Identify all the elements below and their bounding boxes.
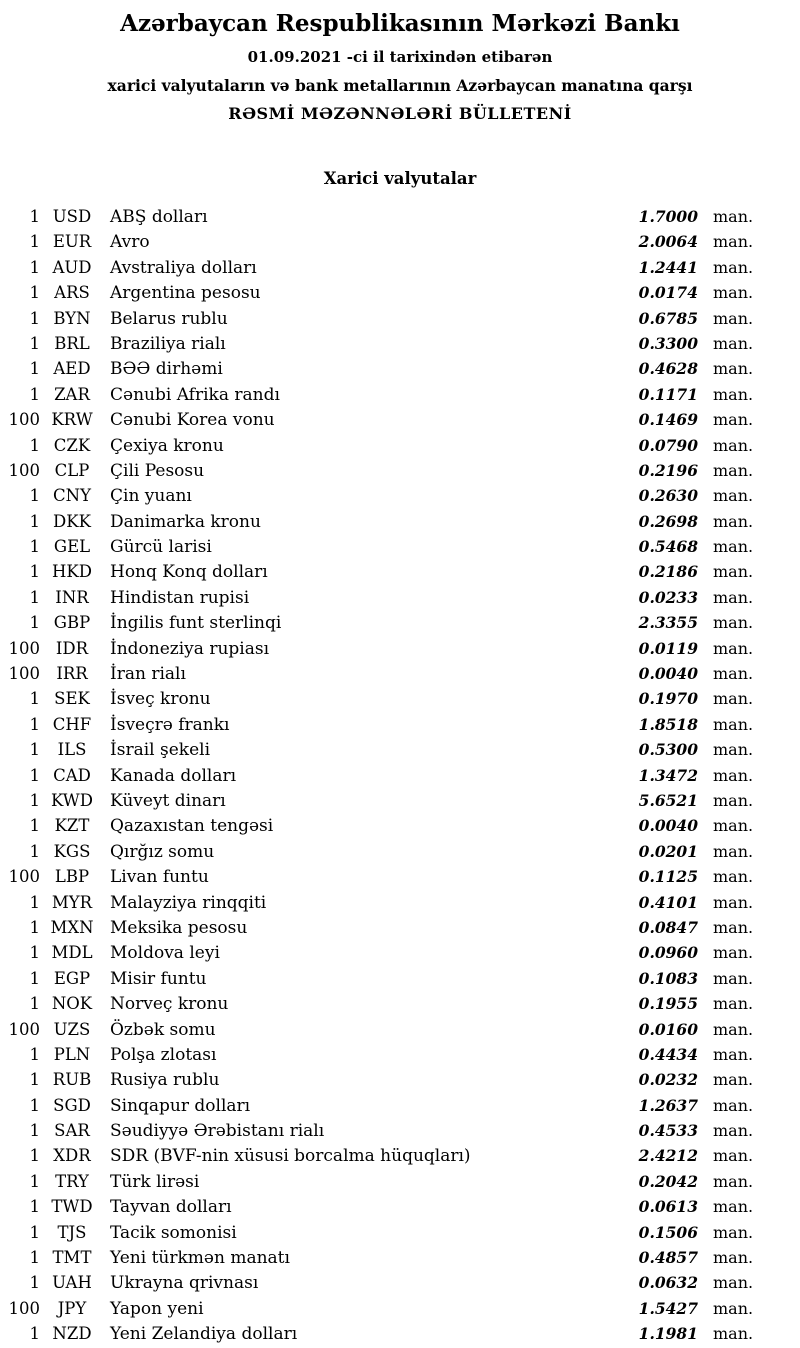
- rate-row: [0, 1017, 768, 1042]
- section-title: Xarici valyutalar: [323, 169, 477, 188]
- rate-row: [0, 1270, 768, 1295]
- nominal-value: 100: [8, 460, 40, 480]
- nominal-value: 1: [29, 968, 40, 988]
- rate-row: [0, 712, 768, 737]
- rate-row: [0, 306, 768, 331]
- rate-value: 0.0040: [638, 816, 698, 836]
- currency-code: RUB: [52, 1070, 92, 1090]
- rate-value: 5.6521: [638, 790, 698, 810]
- rate-row: [0, 433, 768, 458]
- nominal-value: 1: [29, 359, 40, 379]
- currency-name: Küveyt dinarı: [110, 790, 226, 811]
- currency-name: Braziliya rialı: [110, 333, 226, 354]
- rate-value: 0.0847: [638, 917, 698, 937]
- nominal-value: 1: [29, 1121, 40, 1141]
- nominal-value: 1: [29, 435, 40, 455]
- currency-name: ABŞ dolları: [110, 207, 208, 227]
- currency-name: BƏƏ dirhəmi: [110, 359, 223, 380]
- currency-code: IRR: [56, 664, 88, 684]
- unit-label: man.: [713, 943, 754, 963]
- unit-label: man.: [713, 867, 754, 887]
- rate-value: 0.1171: [638, 384, 698, 404]
- currency-code: GBP: [53, 613, 91, 633]
- unit-label: man.: [713, 1146, 754, 1166]
- currency-code: HKD: [52, 562, 92, 582]
- unit-label: man.: [713, 1298, 754, 1318]
- rate-row: [0, 610, 768, 635]
- rate-row: [0, 737, 768, 762]
- rate-row: [0, 1194, 768, 1219]
- rate-row: [0, 229, 768, 254]
- unit-label: man.: [713, 714, 754, 734]
- unit-label: man.: [713, 892, 754, 912]
- rate-value: 0.4533: [638, 1121, 698, 1141]
- rate-value: 0.2630: [638, 486, 698, 506]
- unit-label: man.: [713, 537, 754, 557]
- rate-value: 0.0632: [638, 1273, 698, 1293]
- rate-row: [0, 839, 768, 864]
- effective-date-line: 01.09.2021 -ci il tarixindən etibarən: [247, 48, 553, 66]
- nominal-value: 1: [29, 587, 40, 607]
- unit-label: man.: [713, 638, 754, 658]
- unit-label: man.: [713, 1248, 754, 1268]
- rate-value: 0.4101: [638, 892, 698, 912]
- currency-name: Argentina pesosu: [110, 283, 261, 304]
- nominal-value: 1: [29, 1070, 40, 1090]
- rate-row: [0, 382, 768, 407]
- currency-name: Yapon yeni: [110, 1298, 204, 1319]
- currency-code: SEK: [54, 689, 90, 709]
- rate-value: 0.2698: [638, 511, 698, 531]
- nominal-value: 1: [29, 1273, 40, 1293]
- currency-code: AED: [53, 359, 91, 379]
- currency-name: Səudiyyə Ərəbistanı rialı: [110, 1121, 325, 1142]
- bank-title: Azərbaycan Respublikasının Mərkəzi Bankı: [120, 10, 680, 37]
- currency-name: Hindistan rupisi: [110, 587, 250, 608]
- currency-code: CLP: [54, 460, 90, 480]
- unit-label: man.: [713, 486, 754, 506]
- rate-value: 1.5427: [638, 1298, 698, 1318]
- rate-value: 0.0160: [638, 1019, 698, 1039]
- currency-name: Çin yuanı: [110, 486, 192, 507]
- rate-row: [0, 966, 768, 991]
- currency-name: Qazaxıstan tengəsi: [110, 816, 274, 837]
- currency-name: Polşa zlotası: [110, 1044, 217, 1065]
- nominal-value: 100: [8, 867, 40, 887]
- currency-name: Cənubi Korea vonu: [110, 410, 275, 431]
- unit-label: man.: [713, 384, 754, 404]
- currency-code: ILS: [57, 740, 87, 760]
- rate-row: [0, 686, 768, 711]
- currency-code: UAH: [52, 1273, 92, 1293]
- currency-code: KWD: [51, 790, 93, 810]
- unit-label: man.: [713, 1273, 754, 1293]
- nominal-value: 1: [29, 537, 40, 557]
- rate-value: 0.0613: [638, 1197, 698, 1217]
- rate-value: 2.0064: [638, 232, 698, 252]
- currency-code: NZD: [52, 1324, 92, 1344]
- currency-code: JPY: [57, 1298, 87, 1318]
- rate-row: [0, 1169, 768, 1194]
- currency-name: Avro: [110, 232, 150, 253]
- currency-name: Belarus rublu: [110, 308, 228, 329]
- unit-label: man.: [713, 917, 754, 937]
- nominal-value: 1: [29, 841, 40, 861]
- nominal-value: 100: [8, 1298, 40, 1318]
- currency-code: BRL: [54, 333, 90, 353]
- currency-name: İndoneziya rupiası: [110, 638, 270, 659]
- currency-name: Yeni Zelandiya dolları: [110, 1324, 298, 1345]
- currency-code: IDR: [55, 638, 89, 658]
- nominal-value: 1: [29, 562, 40, 582]
- unit-label: man.: [713, 1171, 754, 1191]
- rate-value: 0.4628: [638, 359, 698, 379]
- bulletin-header: [0, 0, 800, 123]
- currency-code: TWD: [51, 1197, 93, 1217]
- rate-row: [0, 356, 768, 381]
- unit-label: man.: [713, 1121, 754, 1141]
- rate-row: [0, 788, 768, 813]
- rate-value: 1.3472: [638, 765, 698, 785]
- rate-value: 0.0233: [638, 587, 698, 607]
- nominal-value: 1: [29, 994, 40, 1014]
- currency-name: Tayvan dolları: [110, 1197, 232, 1218]
- nominal-value: 1: [29, 232, 40, 252]
- subject-line: xarici valyutaların və bank metallarının Azərbaycan manatına qarşı: [107, 76, 693, 95]
- currency-code: TJS: [57, 1222, 87, 1242]
- currency-code: SAR: [54, 1121, 90, 1141]
- unit-label: man.: [713, 689, 754, 709]
- nominal-value: 1: [29, 1044, 40, 1064]
- currency-code: USD: [52, 207, 92, 226]
- rate-value: 0.1506: [638, 1222, 698, 1242]
- nominal-value: 1: [29, 1197, 40, 1217]
- rate-row: [0, 559, 768, 584]
- currency-code: UZS: [53, 1019, 91, 1039]
- rate-value: 0.1469: [638, 410, 698, 430]
- rate-row: [0, 331, 768, 356]
- rate-row: [0, 1245, 768, 1270]
- rate-row: [0, 1321, 768, 1346]
- rate-value: 0.0960: [638, 943, 698, 963]
- nominal-value: 1: [29, 765, 40, 785]
- rate-value: 0.1125: [638, 867, 698, 887]
- currency-name: Livan funtu: [110, 867, 209, 888]
- unit-label: man.: [713, 410, 754, 430]
- bulletin-title: RƏSMİ MƏZƏNNƏLƏRİ BÜLLETENİ: [228, 104, 572, 123]
- nominal-value: 1: [29, 1248, 40, 1268]
- nominal-value: 1: [29, 1171, 40, 1191]
- unit-label: man.: [713, 1222, 754, 1242]
- currency-name: Rusiya rublu: [110, 1070, 220, 1091]
- currency-name: Çexiya kronu: [110, 435, 224, 456]
- rate-value: 1.1981: [638, 1324, 698, 1344]
- rate-row: [0, 991, 768, 1016]
- currency-code: TRY: [55, 1171, 89, 1191]
- rate-row: [0, 585, 768, 610]
- nominal-value: 100: [8, 664, 40, 684]
- rate-row: [0, 661, 768, 686]
- rate-row: [0, 813, 768, 838]
- currency-code: EGP: [53, 968, 91, 988]
- currency-code: KGS: [53, 841, 91, 861]
- currency-name: Gürcü larisi: [110, 537, 212, 558]
- currency-name: Cənubi Afrika randı: [110, 384, 280, 405]
- rate-row: [0, 1067, 768, 1092]
- nominal-value: 1: [29, 308, 40, 328]
- rate-value: 0.2042: [638, 1171, 698, 1191]
- rate-row: [0, 509, 768, 534]
- nominal-value: 1: [29, 689, 40, 709]
- unit-label: man.: [713, 1095, 754, 1115]
- nominal-value: 1: [29, 486, 40, 506]
- rate-row: [0, 864, 768, 889]
- nominal-value: 1: [29, 1222, 40, 1242]
- currency-code: MYR: [51, 892, 93, 912]
- rate-row: [0, 204, 768, 229]
- rate-value: 0.3300: [638, 333, 698, 353]
- nominal-value: 1: [29, 714, 40, 734]
- rate-row: [0, 636, 768, 661]
- nominal-value: 1: [29, 384, 40, 404]
- currency-code: ARS: [54, 283, 90, 303]
- rate-row: [0, 255, 768, 280]
- currency-name: Norveç kronu: [110, 994, 229, 1015]
- nominal-value: 1: [29, 207, 40, 226]
- nominal-value: 1: [29, 740, 40, 760]
- rate-value: 1.2637: [638, 1095, 698, 1115]
- currency-code: KZT: [54, 816, 90, 836]
- nominal-value: 1: [29, 1324, 40, 1344]
- currency-name: Moldova leyi: [110, 943, 220, 964]
- rate-row: [0, 890, 768, 915]
- unit-label: man.: [713, 359, 754, 379]
- nominal-value: 1: [29, 790, 40, 810]
- rate-row: [0, 915, 768, 940]
- currency-name: Misir funtu: [110, 968, 207, 989]
- unit-label: man.: [713, 257, 754, 277]
- currency-code: KRW: [51, 410, 93, 430]
- rate-value: 2.3355: [638, 613, 698, 633]
- unit-label: man.: [713, 994, 754, 1014]
- unit-label: man.: [713, 1070, 754, 1090]
- currency-name: İran rialı: [110, 664, 186, 685]
- nominal-value: 1: [29, 816, 40, 836]
- rate-value: 0.1970: [638, 689, 698, 709]
- unit-label: man.: [713, 613, 754, 633]
- currency-name: Sinqapur dolları: [110, 1095, 251, 1116]
- currency-code: CZK: [53, 435, 91, 455]
- currency-name: İsveçrə frankı: [110, 714, 230, 735]
- rate-value: 2.4212: [638, 1146, 698, 1166]
- nominal-value: 1: [29, 917, 40, 937]
- nominal-value: 1: [29, 257, 40, 277]
- rate-value: 0.0040: [638, 664, 698, 684]
- unit-label: man.: [713, 740, 754, 760]
- nominal-value: 1: [29, 283, 40, 303]
- nominal-value: 1: [29, 613, 40, 633]
- rate-row: [0, 458, 768, 483]
- rate-row: [0, 1042, 768, 1067]
- rate-value: 0.1083: [638, 968, 698, 988]
- rate-value: 1.8518: [638, 714, 698, 734]
- currency-code: XDR: [53, 1146, 91, 1166]
- currency-name: Özbək somu: [110, 1019, 216, 1040]
- currency-code: CHF: [52, 714, 92, 734]
- unit-label: man.: [713, 765, 754, 785]
- currency-code: EUR: [52, 232, 92, 252]
- rate-value: 0.0201: [638, 841, 698, 861]
- currency-code: ZAR: [54, 384, 90, 404]
- nominal-value: 100: [8, 1019, 40, 1039]
- nominal-value: 1: [29, 1146, 40, 1166]
- rate-row: [0, 534, 768, 559]
- unit-label: man.: [713, 1019, 754, 1039]
- currency-code: INR: [55, 587, 89, 607]
- rate-value: 0.0119: [638, 638, 698, 658]
- rate-row: [0, 1220, 768, 1245]
- currency-code: MDL: [51, 943, 93, 963]
- currency-name: Yeni türkmən manatı: [110, 1248, 290, 1269]
- rate-row: [0, 763, 768, 788]
- rate-row: [0, 280, 768, 305]
- currency-name: Meksika pesosu: [110, 917, 248, 938]
- rate-value: 0.4857: [638, 1248, 698, 1268]
- nominal-value: 1: [29, 892, 40, 912]
- rate-value: 0.4434: [638, 1044, 698, 1064]
- currency-name: Malayziya rinqqiti: [110, 892, 267, 913]
- nominal-value: 100: [8, 410, 40, 430]
- currency-code: GEL: [53, 537, 91, 557]
- rate-value: 0.0790: [638, 435, 698, 455]
- currency-name: Honq Konq dolları: [110, 562, 268, 583]
- unit-label: man.: [713, 460, 754, 480]
- currency-code: DKK: [53, 511, 91, 531]
- currency-name: SDR (BVF-nin xüsusi borcalma hüquqları): [110, 1146, 471, 1167]
- unit-label: man.: [713, 511, 754, 531]
- currency-name: Ukrayna qrivnası: [110, 1273, 259, 1294]
- currency-name: Danimarka kronu: [110, 511, 261, 532]
- rate-value: 0.2196: [638, 460, 698, 480]
- rate-row: [0, 1093, 768, 1118]
- rate-row: [0, 483, 768, 508]
- currency-name: Qırğız somu: [110, 841, 215, 862]
- currency-code: SGD: [53, 1095, 91, 1115]
- currency-code: TMT: [52, 1248, 92, 1268]
- rate-value: 1.7000: [638, 207, 698, 226]
- currency-name: Avstraliya dolları: [110, 257, 257, 278]
- unit-label: man.: [713, 562, 754, 582]
- currency-code: AUD: [52, 257, 92, 277]
- nominal-value: 1: [29, 943, 40, 963]
- nominal-value: 1: [29, 1095, 40, 1115]
- rate-row: [0, 940, 768, 965]
- rate-value: 0.6785: [638, 308, 698, 328]
- rate-value: 0.2186: [638, 562, 698, 582]
- currency-code: NOK: [51, 994, 93, 1014]
- currency-code: BYN: [53, 308, 91, 328]
- currency-name: Tacik somonisi: [110, 1222, 237, 1243]
- unit-label: man.: [713, 283, 754, 303]
- unit-label: man.: [713, 587, 754, 607]
- rate-row: [0, 1296, 768, 1321]
- rate-row: [0, 407, 768, 432]
- currency-name: Çili Pesosu: [110, 460, 205, 481]
- unit-label: man.: [713, 1197, 754, 1217]
- currency-code: PLN: [53, 1044, 91, 1064]
- currency-name: Türk lirəsi: [110, 1171, 200, 1192]
- rate-value: 0.0232: [638, 1070, 698, 1090]
- currency-name: İsrail şekeli: [110, 740, 210, 761]
- rate-value: 0.1955: [638, 994, 698, 1014]
- rate-value: 0.0174: [638, 283, 698, 303]
- rate-value: 1.2441: [638, 257, 698, 277]
- unit-label: man.: [713, 232, 754, 252]
- unit-label: man.: [713, 664, 754, 684]
- unit-label: man.: [713, 968, 754, 988]
- unit-label: man.: [713, 435, 754, 455]
- nominal-value: 1: [29, 511, 40, 531]
- unit-label: man.: [713, 1324, 754, 1344]
- unit-label: man.: [713, 816, 754, 836]
- currency-code: LBP: [54, 867, 90, 887]
- unit-label: man.: [713, 841, 754, 861]
- unit-label: man.: [713, 790, 754, 810]
- unit-label: man.: [713, 1044, 754, 1064]
- rate-value: 0.5300: [638, 740, 698, 760]
- nominal-value: 1: [29, 333, 40, 353]
- currency-name: İsveç kronu: [110, 689, 211, 710]
- currency-code: MXN: [50, 917, 94, 937]
- currency-code: CAD: [53, 765, 91, 785]
- currency-name: Kanada dolları: [110, 765, 237, 786]
- currency-code: CNY: [53, 486, 91, 506]
- unit-label: man.: [713, 333, 754, 353]
- currency-name: İngilis funt sterlinqi: [110, 613, 282, 634]
- unit-label: man.: [713, 308, 754, 328]
- rate-row: [0, 1143, 768, 1168]
- unit-label: man.: [713, 207, 754, 226]
- rate-value: 0.5468: [638, 537, 698, 557]
- rate-row: [0, 1118, 768, 1143]
- nominal-value: 100: [8, 638, 40, 658]
- rates-table: [0, 204, 800, 1347]
